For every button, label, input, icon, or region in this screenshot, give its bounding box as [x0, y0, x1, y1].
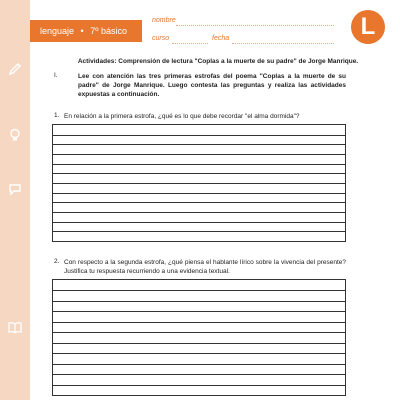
- course-label: curso: [152, 35, 170, 42]
- question-2-number: 2.: [54, 258, 60, 265]
- question-1-number: 1.: [54, 112, 60, 119]
- answer-line: [53, 202, 345, 203]
- book-icon: [8, 320, 22, 334]
- instruction-number: I.: [54, 72, 58, 79]
- lightbulb-icon: [8, 128, 22, 142]
- question-2-text: Con respecto a la segunda estrofa, ¿qué piensa el hablante lírico sobre la vivencia del presente? Justifica tu respuesta recurriendo a una evidencia textual.: [64, 259, 346, 275]
- answer-line: [53, 164, 345, 165]
- header: [0, 0, 400, 52]
- answer-line: [53, 212, 345, 213]
- answer-line: [53, 343, 345, 344]
- name-field[interactable]: [176, 25, 334, 26]
- answer-line: [53, 183, 345, 184]
- sidebar: [0, 0, 30, 400]
- answer-line: [53, 364, 345, 365]
- answer-box-2[interactable]: [52, 279, 346, 396]
- separator-dot: •: [80, 26, 84, 36]
- question-1-text: En relación a la primera estrofa, ¿qué es lo que debe recordar "el alma dormida"?: [64, 113, 300, 120]
- answer-line: [53, 322, 345, 323]
- answer-box-1[interactable]: [52, 124, 346, 242]
- answer-line: [53, 173, 345, 174]
- answer-line: [53, 193, 345, 194]
- answer-line: [53, 222, 345, 223]
- answer-line: [53, 374, 345, 375]
- answer-line: [53, 144, 345, 145]
- answer-line: [53, 231, 345, 232]
- speech-bubble-icon: [8, 182, 22, 196]
- answer-line: [53, 154, 345, 155]
- answer-line: [53, 332, 345, 333]
- subject-logo: L: [351, 10, 385, 44]
- grade-label: 7º básico: [90, 26, 128, 36]
- subject-grade-bar: [30, 20, 142, 42]
- instruction-text: Lee con atención las tres primeras estrofas del poema "Coplas a la muerte de su padre" de Jorge Manrique. Luego contesta las preguntas y realiza las actividades expuestas a continuación.: [78, 73, 346, 98]
- subject-label: lenguaje: [40, 26, 75, 36]
- name-label: nombre: [152, 17, 176, 24]
- pencil-icon: [8, 62, 22, 76]
- answer-line: [53, 290, 345, 291]
- answer-line: [53, 385, 345, 386]
- activity-title: Actividades: Comprensión de lectura "Coplas a la muerte de su padre" de Jorge Manrique.: [77, 58, 359, 65]
- answer-line: [53, 301, 345, 302]
- answer-line: [53, 135, 345, 136]
- answer-line: [53, 353, 345, 354]
- course-field[interactable]: [172, 43, 208, 44]
- date-label: fecha: [212, 35, 230, 42]
- date-field[interactable]: [232, 43, 334, 44]
- answer-line: [53, 311, 345, 312]
